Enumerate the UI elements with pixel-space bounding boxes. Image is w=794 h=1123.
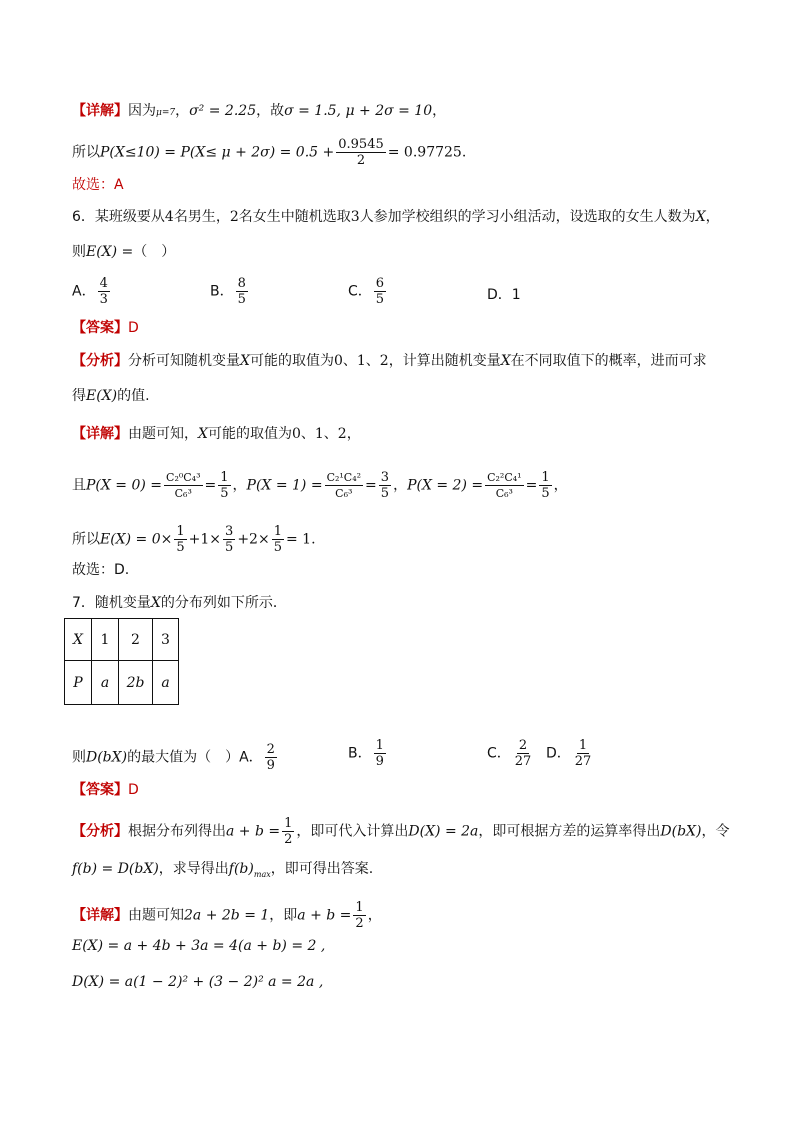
q7-option-b: B． $\frac{1}{9}$ xyxy=(348,738,384,769)
q6-option-a: A． $\frac{4}{3}$ xyxy=(72,276,108,307)
q5-detail-line2: 所以P(X≤10) = P(X≤ μ + 2σ) = 0.5 + $\frac{0.9545}{2}$ = 0.97725. xyxy=(72,137,467,168)
q5-choose: 故选：A xyxy=(72,177,124,193)
q7-answer: 【答案】D xyxy=(72,782,139,798)
q6-analysis-2: 得E(X)的值. xyxy=(72,388,150,404)
q7-option-d: D． $\frac{1}{27}$ xyxy=(546,738,592,769)
q6-answer: 【答案】D xyxy=(72,320,139,336)
table-row: X 1 2 3 xyxy=(65,619,179,661)
q5-detail-line1: 【详解】因为μ=7，σ² = 2.25，故σ = 1.5, μ + 2σ = 10， xyxy=(72,103,447,119)
q6-option-c: C． $\frac{6}{5}$ xyxy=(348,276,385,307)
q6-analysis: 【分析】分析可知随机变量X可能的取值为0、1、2，计算出随机变量X在不同取值下的概率，进而可求 xyxy=(72,353,707,369)
q7-detail: 【详解】由题可知2a + 2b = 1，即a + b = $\frac{1}{2}$ ， xyxy=(72,900,382,931)
q7-option-a: $\frac{2}{9}$ xyxy=(266,742,275,773)
q6-detail: 【详解】由题可知，X可能的取值为0、1、2， xyxy=(72,426,361,442)
q7-analysis: 【分析】根据分布列得出a + b = $\frac{1}{2}$ ，即可代入计算出D(X) = 2a，即可根据方差的运算率得出D(bX)，令 xyxy=(72,816,730,847)
q7-variance: D(X) = a(1 − 2)² + (3 − 2)² a = 2a , xyxy=(72,974,324,990)
q7-option-c: C． $\frac{2}{27}$ xyxy=(487,738,532,769)
q6-expectation: 所以E(X) = 0× $\frac{1}{5}$ +1× $\frac{3}{5}$ +2× $\frac{1}{5}$ = 1. xyxy=(72,524,316,555)
q7-expectation: E(X) = a + 4b + 3a = 4(a + b) = 2 , xyxy=(72,938,326,954)
fraction: $\frac{0.9545}{2}$ xyxy=(338,137,384,168)
distribution-table xyxy=(64,618,179,705)
q6-stem-2: 则E(X) =（ ） xyxy=(72,244,176,260)
q6-option-b: B． $\frac{8}{5}$ xyxy=(210,276,246,307)
q6-option-d: D．1 xyxy=(487,287,521,303)
detail-tag: 【详解】 xyxy=(72,103,128,119)
q7-stem: 7．随机变量X的分布列如下所示． xyxy=(72,595,287,611)
q7-analysis-2: f(b) = D(bX)，求导得出$f(b)_{max}$，即可得出答案. xyxy=(72,861,374,879)
q6-probabilities: 且P(X = 0) = $\frac{\text{C₂⁰C₄³}}{\text{C₆³}}$ = $\frac{1}{5}$ ，P(X = 1) = $\frac{\text{C₂¹C₄²}}{\text{C₆³}}$ = $\frac{3}{5}$ ，P(X = 2) = $\frac{\text{C₂²C₄¹}}{\text{C₆³}}$ = $\frac{1}{5}$ ， xyxy=(72,470,568,501)
q7-ask: 则D(bX)的最大值为（ ）A． $\frac{2}{9}$ xyxy=(72,742,275,773)
q6-stem: 6．某班级要从4名男生，2名女生中随机选取3人参加学校组织的学习小组活动，设选取的女生人数为X， xyxy=(72,209,720,225)
q6-choose: 故选：D. xyxy=(72,562,130,578)
table-row: P a 2b a xyxy=(65,661,179,705)
